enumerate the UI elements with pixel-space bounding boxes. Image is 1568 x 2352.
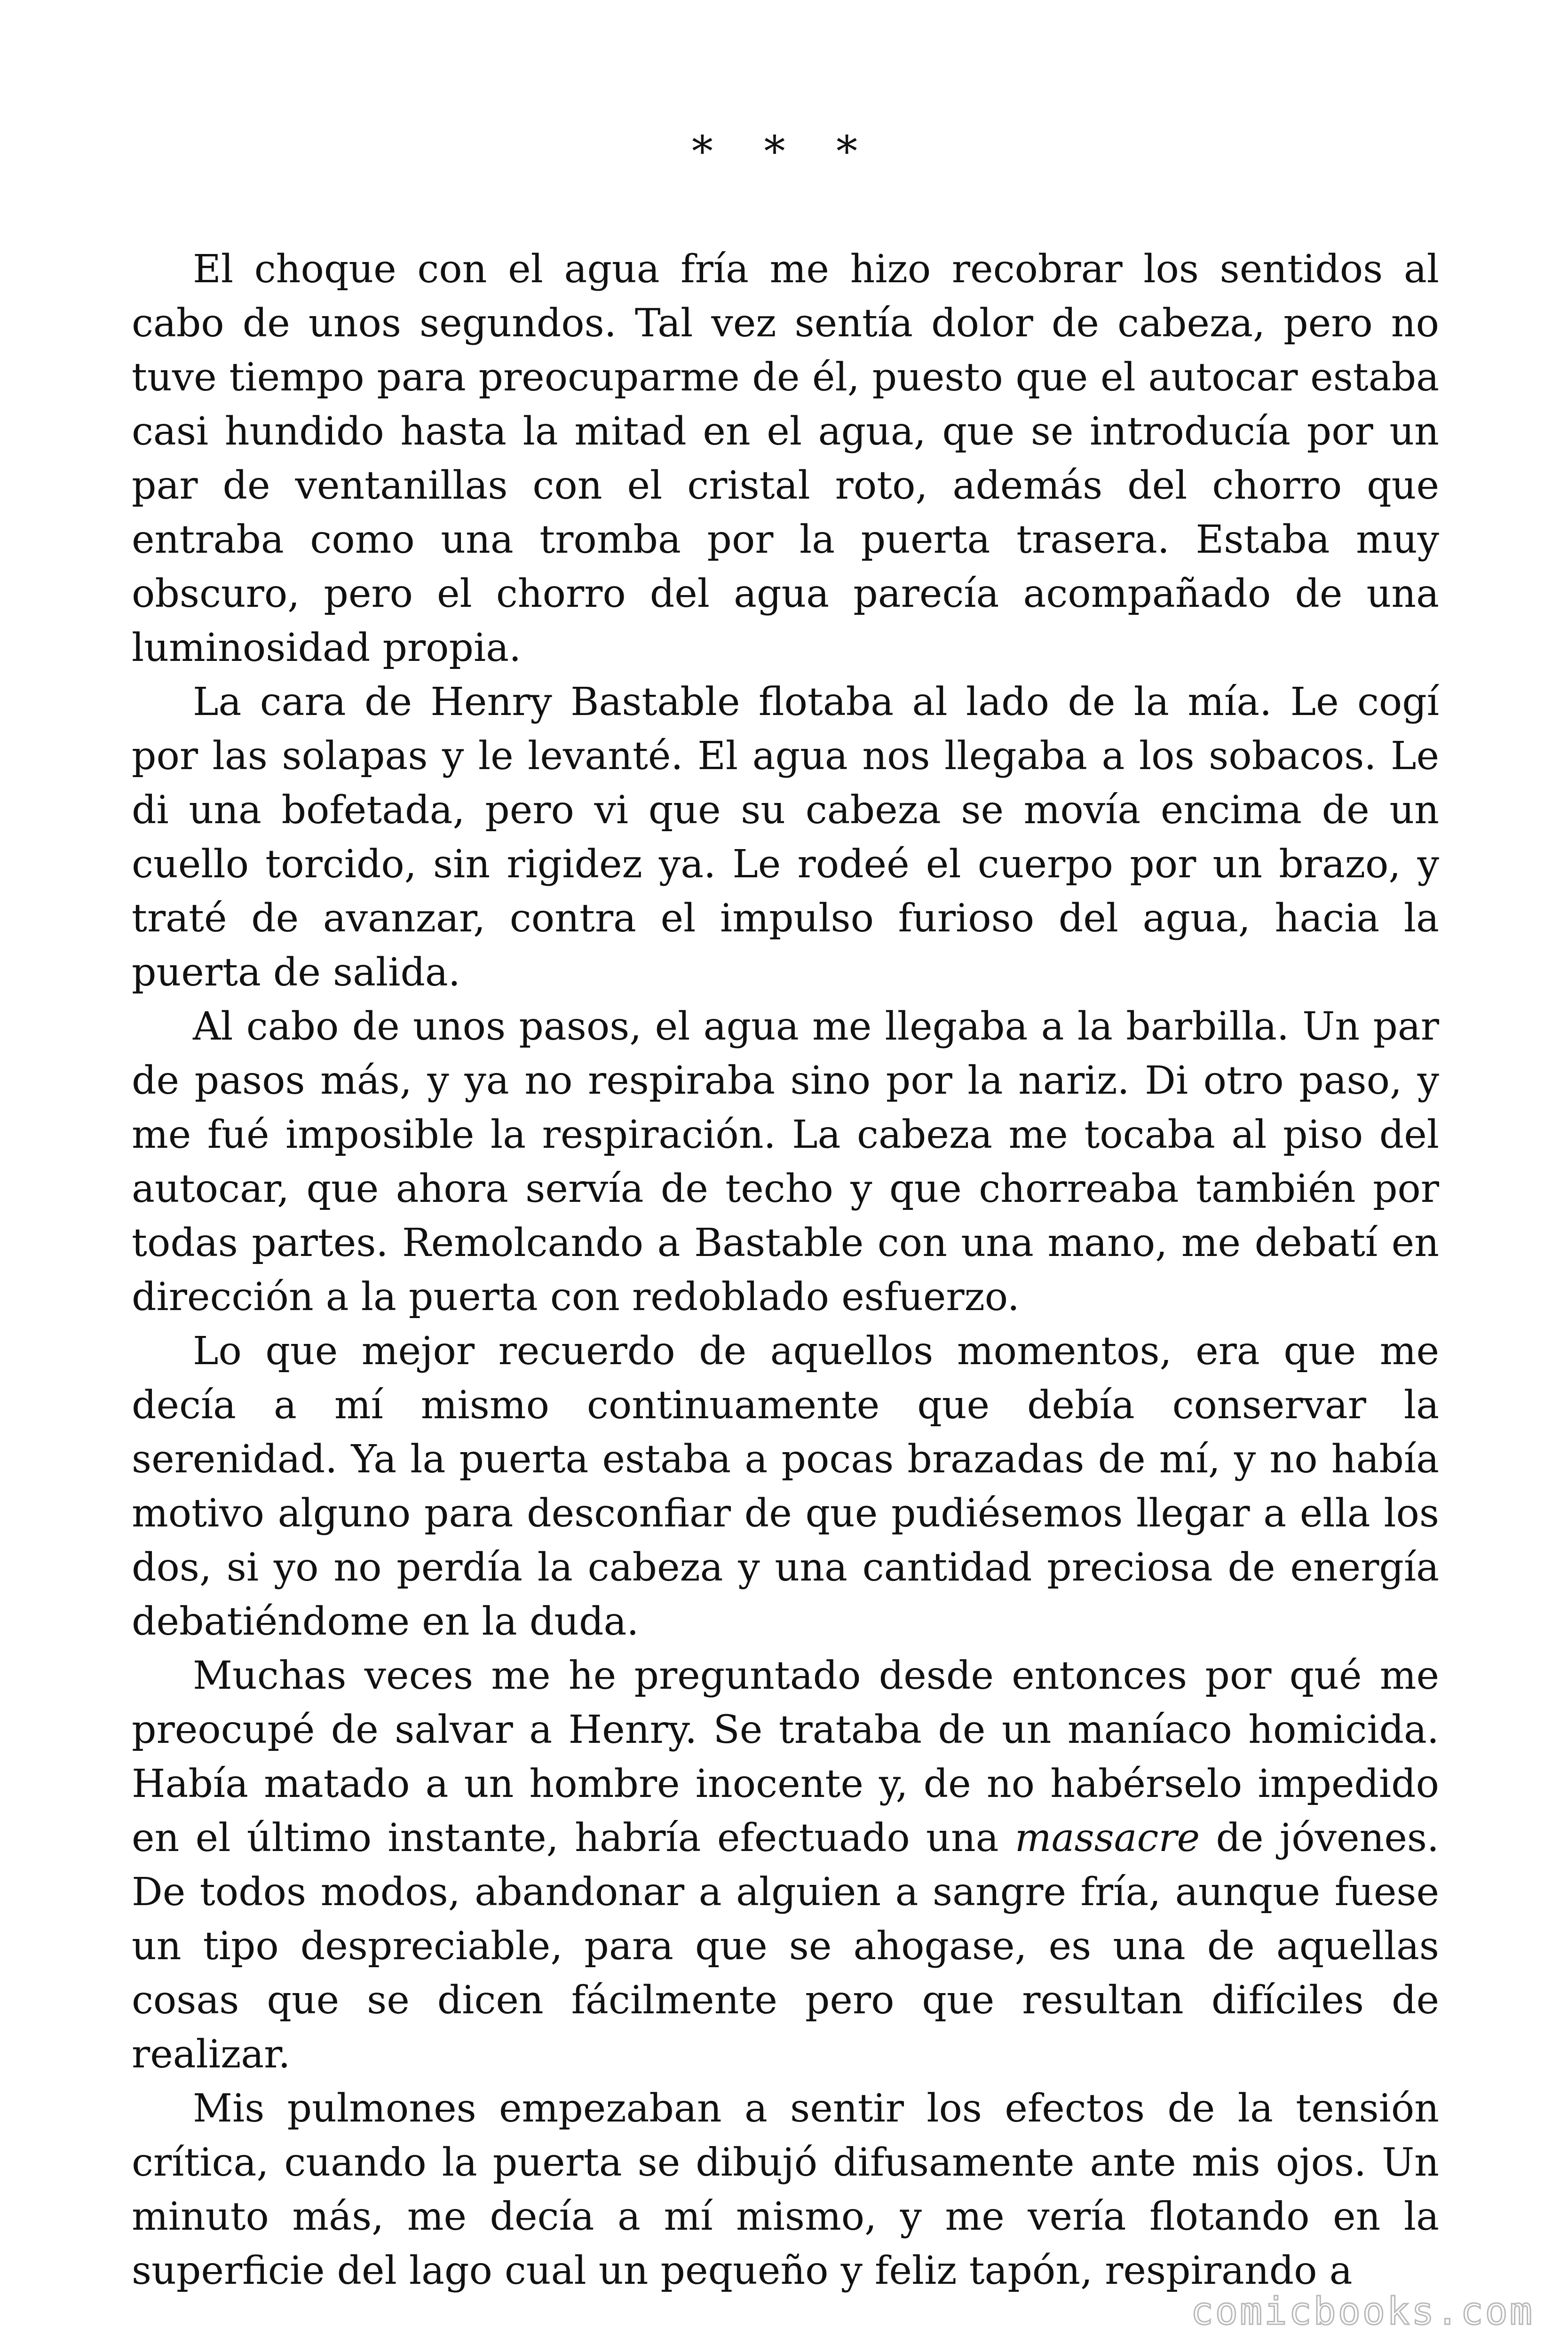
paragraph: La cara de Henry Bastable flotaba al lado de la mía. Le cogí por las solapas y le levanté. El agua nos llegaba a los sobacos. Le di una bofetada, pero vi que su cabeza se movía encima de un cuello torcido, sin rigidez ya. Le rodeé el cuerpo por un brazo, y traté de avanzar, contra el impulso furioso del agua, hacia la puerta de salida. [132, 680, 1439, 995]
paragraph-text: de jóvenes. De todos modos, abandonar a alguien a sangre fría, aunque fuese un tipo despreciable, para que se ahogase, es una de aquellas cosas que se dicen fácilmente pero que resultan difíciles de realizar. [132, 1816, 1439, 2077]
page-text [132, 242, 1439, 2298]
paragraph-text: Muchas veces me he preguntado desde entonces por qué me preocupé de salvar a Henry. Se trataba de un maníaco homicida. Había matado a un hombre inocente y, de no habérselo impedido en el último instante, habría efectuado una [132, 1653, 1439, 1860]
paragraph: El choque con el agua fría me hizo recobrar los sentidos al cabo de unos segundos. Tal vez sentía dolor de cabeza, pero no tuve tiempo para preocuparme de él, puesto que el autocar estaba casi hundido hasta la mitad en el agua, que se introducía por un par de ventanillas con el cristal roto, además del chorro que entraba como una tromba por la puerta trasera. Estaba muy obscuro, pero el chorro del agua parecía acompañado de una luminosidad propia. [132, 247, 1439, 670]
section-separator: * * * [691, 127, 877, 176]
paragraph: Lo que mejor recuerdo de aquellos momentos, era que me decía a mí mismo continuamente que debía conservar la serenidad. Ya la puerta estaba a pocas brazadas de mí, y no había motivo alguno para desconfiar de que pudiésemos llegar a ella los dos, si yo no perdía la cabeza y una cantidad preciosa de energía debatiéndome en la duda. [132, 1329, 1439, 1644]
paragraph [132, 1649, 1439, 2082]
paragraph: Al cabo de unos pasos, el agua me llegaba a la barbilla. Un par de pasos más, y ya no respiraba sino por la nariz. Di otro paso, y me fué imposible la respiración. La cabeza me tocaba al piso del autocar, que ahora servía de techo y que chorreaba también por todas partes. Remolcando a Bastable con una mano, me debatí en dirección a la puerta con redoblado esfuerzo. [132, 1004, 1439, 1319]
italic-word: massacre [1014, 1816, 1200, 1860]
watermark: comicbooks.com [1190, 2289, 1534, 2333]
paragraph: Mis pulmones empezaban a sentir los efectos de la tensión crítica, cuando la puerta se dibujó difusamente ante mis ojos. Un minuto más, me decía a mí mismo, y me vería flotando en la superficie del lago cual un pequeño y feliz tapón, respirando a [132, 2086, 1439, 2293]
